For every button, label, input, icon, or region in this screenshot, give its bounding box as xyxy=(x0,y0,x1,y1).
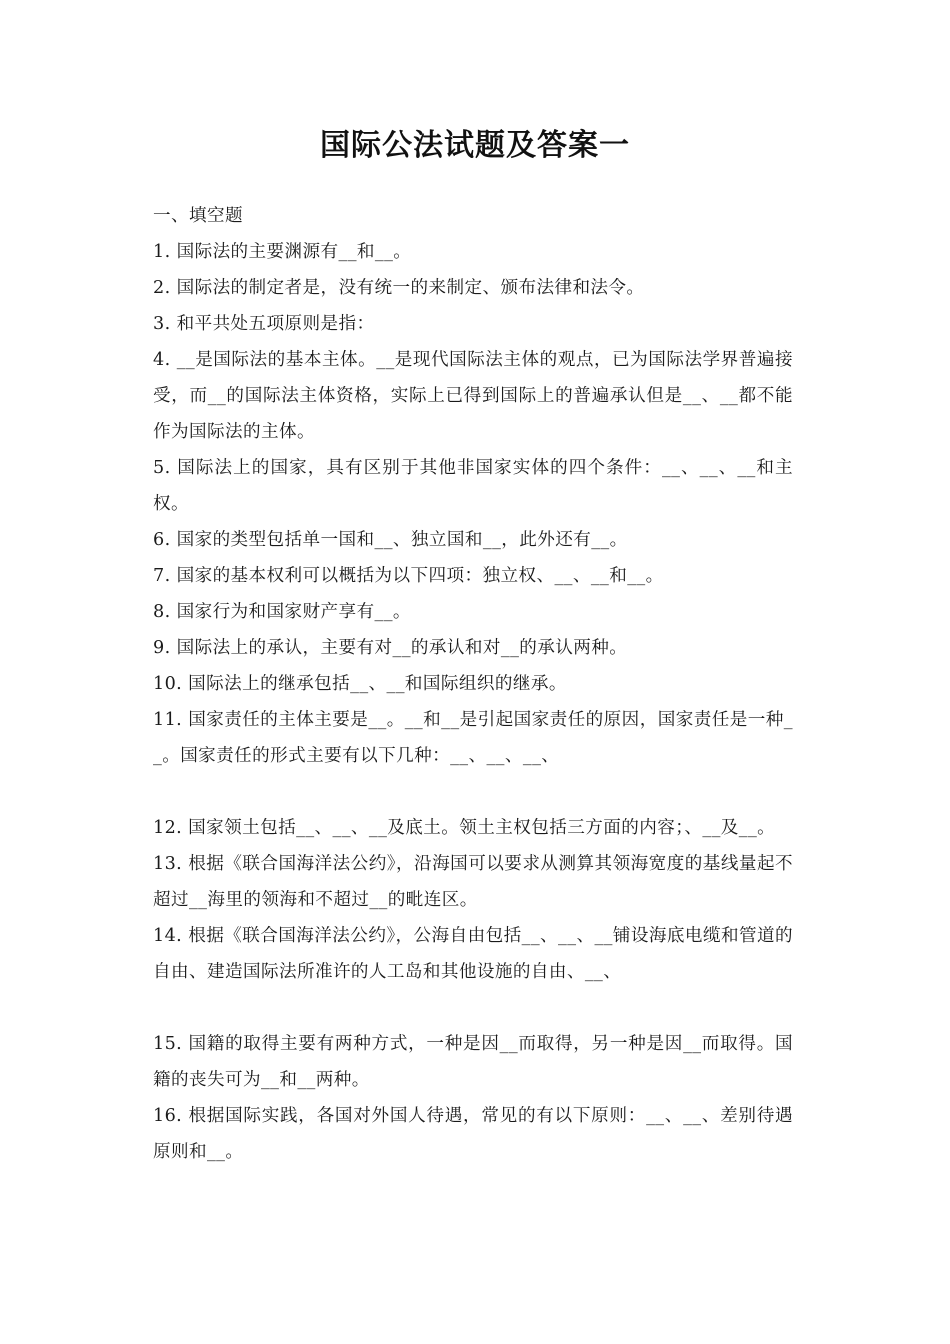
question-13: 13. 根据《联合国海洋法公约》，沿海国可以要求从测算其领海宽度的基线量起不超过__海里的领海和不超过__的毗连区。 xyxy=(153,854,793,910)
question-15: 15. 国籍的取得主要有两种方式，一种是因__而取得，另一种是因__而取得。国籍的丧失可为__和__两种。 xyxy=(153,1034,793,1090)
question-16: 16. 根据国际实践，各国对外国人待遇，常见的有以下原则：__、__、差别待遇原则和__。 xyxy=(153,1106,793,1162)
document-title: 国际公法试题及答案一 xyxy=(320,128,630,163)
question-6: 6. 国家的类型包括单一国和__、独立国和__，此外还有__。 xyxy=(153,530,628,550)
question-8: 8. 国家行为和国家财产享有__。 xyxy=(153,602,411,622)
question-10: 10. 国际法上的继承包括__、__和国际组织的继承。 xyxy=(153,674,567,694)
question-12: 12. 国家领土包括__、__、__及底土。领土主权包括三方面的内容；、__及__。 xyxy=(153,818,776,838)
question-7: 7. 国家的基本权利可以概括为以下四项：独立权、__、__和__。 xyxy=(153,566,664,586)
question-14: 14. 根据《联合国海洋法公约》，公海自由包括__、__、__铺设海底电缆和管道的自由、建造国际法所准许的人工岛和其他设施的自由、__、 xyxy=(153,926,793,982)
question-4: 4. __是国际法的基本主体。__是现代国际法主体的观点，已为国际法学界普遍接受，而__的国际法主体资格，实际上已得到国际上的普遍承认但是__、__都不能作为国际法的主体。 xyxy=(153,350,793,442)
question-11: 11. 国家责任的主体主要是__。__和__是引起国家责任的原因，国家责任是一种__。国家责任的形式主要有以下几种：__、__、__、 xyxy=(153,710,793,766)
question-1: 1. 国际法的主要渊源有__和__。 xyxy=(153,242,412,262)
question-2: 2. 国际法的制定者是，没有统一的来制定、颁布法律和法令。 xyxy=(153,278,645,298)
document-body xyxy=(153,198,793,1170)
section-heading: 一、填空题 xyxy=(153,206,243,226)
question-3: 3. 和平共处五项原则是指： xyxy=(153,314,375,334)
question-5: 5. 国际法上的国家，具有区别于其他非国家实体的四个条件：__、__、__和主权。 xyxy=(153,458,793,514)
question-9: 9. 国际法上的承认，主要有对__的承认和对__的承认两种。 xyxy=(153,638,628,658)
